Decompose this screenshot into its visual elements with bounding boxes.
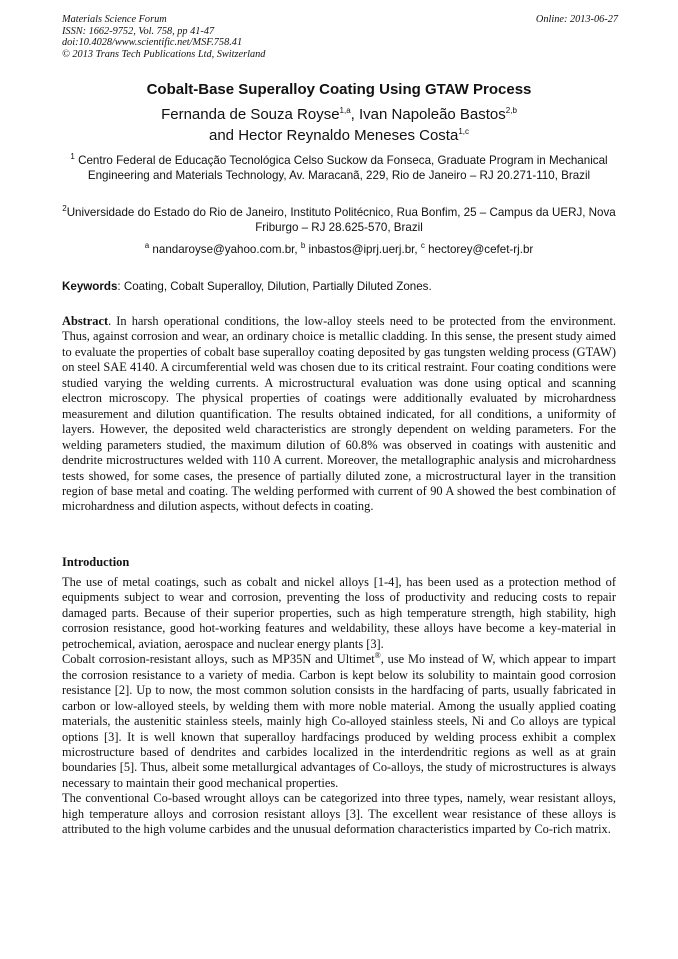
author-line-1 (62, 104, 616, 125)
paragraph-text: Cobalt corrosion-resistant alloys, such as MP35N and Ultimet (62, 652, 375, 667)
author-superscript: 1,a (339, 106, 351, 115)
author-superscript: 1,c (458, 127, 469, 136)
author-name: Ivan Napoleão Bastos (359, 106, 506, 123)
author-emails (62, 243, 616, 256)
author-line-2 (62, 125, 616, 146)
author-separator: , (350, 106, 360, 123)
journal-header (62, 14, 622, 60)
paragraph-text: , use Mo instead of W, which appear to impart the corrosion resistance to a variety of media. Carbon is kept below its solubility to maintain good corrosion resistance [2]. Up to now, the most common solution consists in the hardfacing of parts, usually fabricated in carbon or low-alloyed steels, by welding them with more noble material. Among the usually applied coating materials, the austenitic stainless steels, mainly high Co-alloyed stainless steels, Ni and Co alloys are typical options [3]. It is well known that superalloy hardfacings produced by welding process exhibit a complex microstructure based of dendrites and carbides localized in the interdendritic regions as well as at grain boundaries [5]. Thus, albeit some metallurgical advantages of Co-alloys, the study of microstructures is always necessary to maintain their good mechanical properties. (62, 652, 616, 790)
affiliation-2 (62, 205, 616, 235)
online-date: Online: 2013-06-27 (535, 14, 618, 25)
affiliation-superscript: 2 (62, 204, 67, 214)
paragraph: The use of metal coatings, such as cobalt and nickel alloys [1-4], has been used as a protection method of equipments subject to wear and corrosion, preventing the loss of productivity and reducing costs to repair damaged parts. Because of their superior properties, such as high temperature strength, high stability, high corrosion resistance, good hot-working features and weldability, these alloys have become a key-material in petrochemical, aviation, aerospace and nuclear energy plants [3]. (62, 575, 616, 651)
abstract-text: . In harsh operational conditions, the low-alloy steels need to be protected from the environment. Thus, against corrosion and wear, an ordinary choice is metallic cladding. In this sense, the present study aimed to evaluate the properties of cobalt base superalloy coating deposited by gas tungsten welding process (GTAW) on steel SAE 4140. A circumferential weld was chosen due to its critical restraint. Four coating conditions were studied varying the welding currents. A microstructural evaluation was done using optical and scanning electron microscopy. The physical properties of coatings were additionally evaluated by microhardness measurement and dilution quantification. The results obtained indicated, for all conditions, a uniformity of layers. However, the deposited weld characteristics are strongly dependent on welding parameters. For the welding parameters studied, the maximum dilution of 60.8% was observed in coatings with austenitic and dendrite microstructures welded with 110 A current. Moreover, the metallographic analysis and microhardness tests showed, for some cases, the presence of partially diluted zone, a microstructural layer in the transition region of base metal and coating. The welding performed with current of 90 A showed the best combination of microhardness and dilution aspects, without defects in coating. (62, 314, 616, 514)
paragraph: The conventional Co-based wrought alloys can be categorized into three types, namely, wear resistant alloys, high temperature alloys and corrosion resistant alloys [3]. The excellent wear resistance of these alloys is attributed to the high volume carbides and the unusual deformation characteristics imparted by Co-rich matrix. (62, 791, 616, 837)
section-heading-introduction: Introduction (62, 555, 130, 569)
author-name: Hector Reynaldo Meneses Costa (238, 127, 459, 144)
email-link[interactable]: inbastos@iprj.uerj.br, (308, 243, 421, 256)
email-link[interactable]: nandaroyse@yahoo.com.br, (152, 243, 301, 256)
paper-title: Cobalt-Base Superalloy Coating Using GTAW Process (146, 81, 532, 98)
affiliation-superscript: 1 (70, 152, 75, 162)
journal-doi[interactable]: doi:10.4028/www.scientific.net/MSF.758.41 (62, 37, 243, 49)
keywords-label: Keywords (62, 280, 118, 293)
affiliation-text: Universidade do Estado do Rio de Janeiro, Instituto Politécnico, Rua Bonfim, 25 – Campus da UERJ, Nova Friburgo – RJ 28.625-570, Brazil (66, 206, 616, 235)
journal-copyright: © 2013 Trans Tech Publications Ltd, Switzerland (62, 48, 266, 60)
keywords (62, 280, 616, 293)
author-list (62, 104, 616, 146)
keywords-text: : Coating, Cobalt Superalloy, Dilution, Partially Diluted Zones. (117, 280, 432, 293)
author-conjunction: and (209, 127, 239, 144)
email-link[interactable]: hectorey@cefet-rj.br (428, 243, 534, 256)
abstract-label: Abstract (62, 314, 109, 328)
email-superscript: a (144, 241, 150, 251)
journal-name: Materials Science Forum (62, 14, 167, 25)
affiliation-text: Centro Federal de Educação Tecnológica Celso Suckow da Fonseca, Graduate Program in Mechanical Engineering and Materials Technology, Av. Maracanã, 229, Rio de Janeiro – RJ 20.271-110, Brazil (78, 154, 608, 183)
paragraph (62, 652, 616, 791)
author-superscript: 2,b (505, 106, 517, 115)
journal-issn: ISSN: 1662-9752, Vol. 758, pp 41-47 (62, 25, 215, 37)
introduction-body (62, 575, 616, 838)
author-name: Fernanda de Souza Royse (161, 106, 340, 123)
email-superscript: c (420, 241, 425, 251)
registered-mark: ® (374, 651, 381, 661)
affiliation-1 (62, 153, 616, 183)
email-superscript: b (300, 241, 306, 251)
abstract (62, 314, 616, 515)
